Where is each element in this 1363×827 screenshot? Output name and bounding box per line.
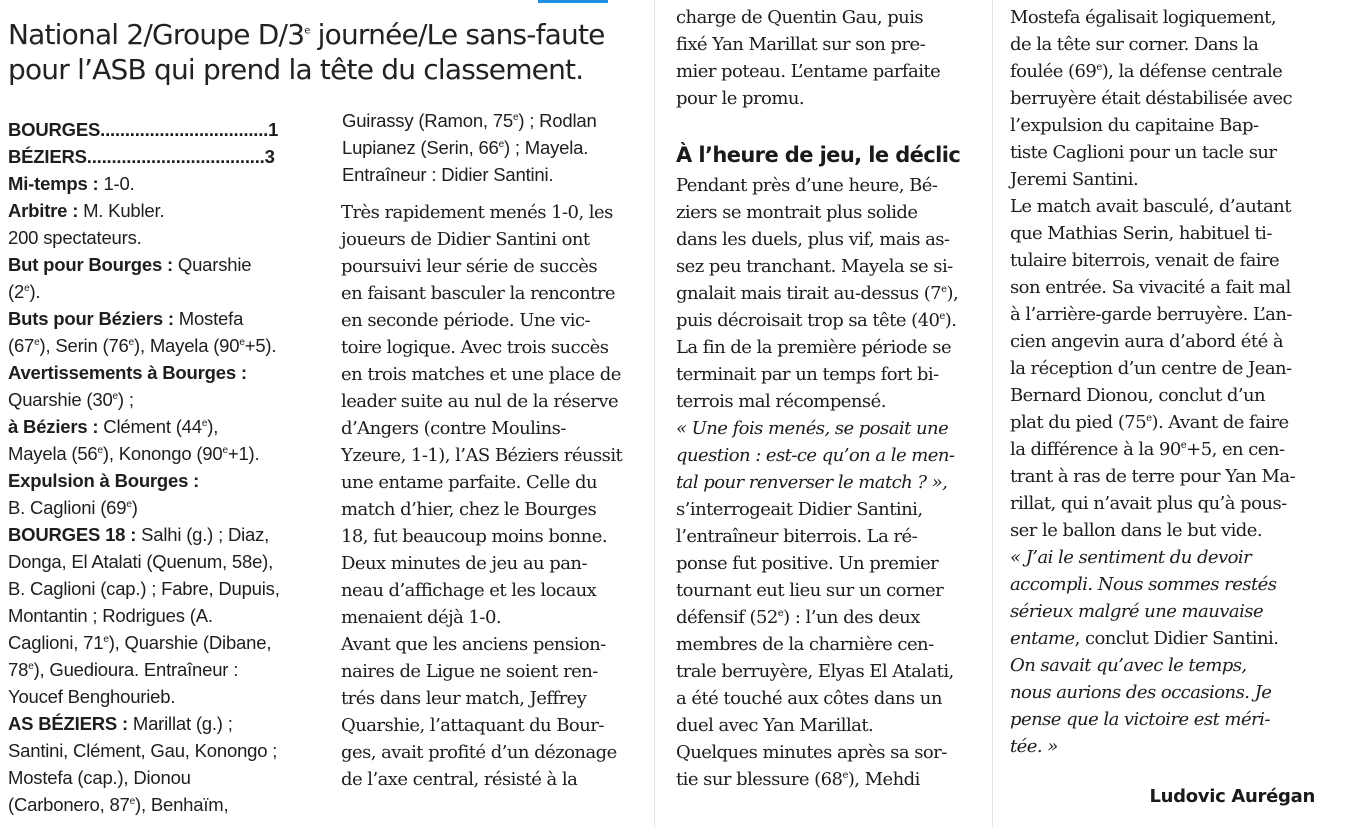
attendance-line: 200 spectateurs. [8,227,142,248]
article-line: à l’arrière-garde berruyère. L’an- [1010,304,1292,325]
score-line-bourges: BOURGES..................................1 [8,119,279,140]
article-line: Jeremi Santini. [1010,169,1139,190]
quote-line: sérieux malgré une mauvaise [1010,601,1264,622]
article-headline: National 2/Groupe D/3e journée/Le sans-faute pour l’ASB qui prend la tête du classement. [8,18,605,86]
goals-beziers-minutes: (67e), Serin (76e), Mayela $(90^e+5)$. [8,335,277,356]
article-line: Le match avait basculé, d’autant [1010,196,1291,217]
article-line: Très rapidement menés 1-0, les [341,202,613,223]
article-column-3 [676,172,986,793]
article-line: joueurs de Didier Santini ont [341,229,590,250]
article-line: tulaire biterrois, venait de faire [1010,250,1280,271]
article-line: son entrée. Sa vivacité a fait mal [1010,277,1291,298]
article-line: dans les duels, plus vif, mais as- [676,229,950,250]
column-rule [992,0,993,827]
article-line: s’interrogeait Didier Santini, [676,499,923,520]
article-line: une entame parfaite. Celle du [341,472,598,493]
article-column-2 [341,199,649,793]
lineup-beziers-line: Guirassy (Ramon, 75e) ; Rodlan [342,110,597,131]
lineup-bourges-line: Montantin ; Rodrigues (A. [8,605,213,626]
article-line: poursuivi leur série de succès [341,256,598,277]
goal-bourges-minute: (2e). [8,281,41,302]
quote-line: question : est-ce qu’on a le men- [676,445,955,466]
article-line: ponse fut positive. Un premier [676,553,939,574]
quote-line: « Une fois menés, se posait une [676,418,949,439]
article-line: terminait par un temps fort bi- [676,364,939,385]
lineup-bourges-line: Caglioni, 71e), Quarshie (Dibane, [8,632,272,653]
article-line: ser le ballon dans le but vide. [1010,520,1263,541]
article-column-4 [1010,4,1330,760]
article-line: Bernard Dionou, conclut d’un [1010,385,1266,406]
article-line: que Mathias Serin, habituel ti- [1010,223,1272,244]
article-line: Yzeure, 1-1), l’AS Béziers réussit [341,445,623,466]
lineup-bourges-line: Youcef Benghourieb. [8,686,176,707]
article-line: match d’hier, chez le Bourges [341,499,597,520]
warnings-beziers-line: à Béziers : Clément (44e), [8,416,219,437]
factbox-continuation [342,107,647,188]
article-line: puis décroisait trop sa tête (40e). [676,310,957,331]
referee-line: Arbitre : M. Kubler. [8,200,165,221]
article-line: trant à ras de terre pour Yan Ma- [1010,466,1296,487]
lineup-bourges-line: Donga, El Atalati (Quenum, 58e), [8,551,274,572]
article-line: d’Angers (contre Moulins- [341,418,566,439]
article-line: cien angevin aura d’abord été à [1010,331,1284,352]
article-line: mier poteau. L’entame parfaite [676,61,941,82]
article-line: Quelques minutes après sa sor- [676,742,947,763]
quote-line: tal pour renverser le match ? », [676,472,948,493]
article-line: naires de Ligue ne soient ren- [341,661,598,682]
lineup-beziers-line: Santini, Clément, Gau, Konongo ; [8,740,278,761]
match-factbox [8,116,328,818]
article-line: duel avec Yan Marillat. [676,715,874,736]
article-line: entame, conclut Didier Santini. [1010,628,1279,649]
quote-line: nous aurions des occasions. Je [1010,682,1272,703]
lineup-bourges-line: B. Caglioni (cap.) ; Fabre, Dupuis, [8,578,280,599]
article-line: trale berruyère, Elyas El Atalati, [676,661,954,682]
quote-line: pense que la victoire est méri- [1010,709,1270,730]
article-line: Mostefa égalisait logiquement, [1010,7,1277,28]
article-column-3-top [676,4,986,112]
goal-bourges-line: But pour Bourges : Quarshie [8,254,252,275]
article-line: ziers se montrait plus solide [676,202,918,223]
top-accent-bar [538,0,608,3]
author-byline: Ludovic Aurégan [1149,786,1315,807]
article-line: foulée (69e), la défense centrale [1010,61,1283,82]
article-line: Quarshie, l’attaquant du Bour- [341,715,604,736]
warnings-bourges-label: Avertissements à Bourges : [8,362,247,383]
article-line: en seconde période. Une vic- [341,310,591,331]
article-line: tournant eut lieu sur un corner [676,580,944,601]
goals-beziers-line: Buts pour Béziers : Mostefa [8,308,244,329]
article-line: tie sur blessure (68e), Mehdi [676,769,920,790]
article-line: charge de Quentin Gau, puis [676,7,924,28]
article-line: a été touché aux côtes dans un [676,688,942,709]
article-line: sez peu tranchant. Mayela se si- [676,256,953,277]
article-line: menaient déjà 1-0. [341,607,502,628]
article-line: rillat, qui n’avait plus qu’à pous- [1010,493,1287,514]
article-line: défensif (52e) : l’un des deux [676,607,920,628]
score-line-beziers: BÉZIERS....................................3 [8,146,275,167]
coach-beziers-line: Entraîneur : Didier Santini. [342,164,554,185]
article-line: trés dans leur match, Jeffrey [341,688,587,709]
article-line: Deux minutes de jeu au pan- [341,553,587,574]
article-line: Pendant près d’une heure, Bé- [676,175,938,196]
article-subheading: À l’heure de jeu, le déclic [676,143,961,167]
article-line: la réception d’un centre de Jean- [1010,358,1292,379]
expulsion-label: Expulsion à Bourges : [8,470,200,491]
article-line: de l’axe central, résisté à la [341,769,578,790]
article-line: en trois matches et une place de [341,364,621,385]
lineup-beziers-line: Lupianez (Serin, 66e) ; Mayela. [342,137,589,158]
article-line: ges, avait profité d’un dézonage [341,742,617,763]
article-line: Avant que les anciens pension- [341,634,606,655]
lineup-beziers: AS BÉZIERS : Marillat (g.) ; [8,713,233,734]
warnings-beziers-line2: Mayela (56e), Konongo $(90^e+1)$. [8,443,260,464]
lineup-bourges: BOURGES 18 : Salhi (g.) ; Diaz, [8,524,270,545]
article-line: de la tête sur corner. Dans la [1010,34,1259,55]
article-line: l’expulsion du capitaine Bap- [1010,115,1259,136]
article-line: tiste Caglioni pour un tacle sur [1010,142,1277,163]
article-line: plat du pied (75e). Avant de faire [1010,412,1289,433]
column-rule [654,0,655,827]
quote-line: accompli. Nous sommes restés [1010,574,1277,595]
quote-line: tée. » [1010,736,1058,757]
expulsion-line: B. Caglioni (69e) [8,497,138,518]
article-line: toire logique. Avec trois succès [341,337,609,358]
article-line: l’entraîneur biterrois. La ré- [676,526,918,547]
halftime-line: Mi-temps : 1-0. [8,173,135,194]
article-line: neau d’affichage et les locaux [341,580,597,601]
article-line: berruyère était déstabilisée avec [1010,88,1293,109]
article-line: gnalait mais tirait au-dessus (7e), [676,283,959,304]
lineup-bourges-line: 78e), Guedioura. Entraîneur : [8,659,239,680]
quote-line: « J’ai le sentiment du devoir [1010,547,1252,568]
article-line: leader suite au nul de la réserve [341,391,619,412]
lineup-beziers-line: (Carbonero, 87e), Benhaïm, [8,794,229,815]
article-line: pour le promu. [676,88,805,109]
article-line: 18, fut beaucoup moins bonne. [341,526,607,547]
article-line: fixé Yan Marillat sur son pre- [676,34,926,55]
article-line: terrois mal récompensé. [676,391,886,412]
warnings-bourges-line: Quarshie (30e) ; [8,389,134,410]
lineup-beziers-line: Mostefa (cap.), Dionou [8,767,191,788]
article-line: membres de la charnière cen- [676,634,934,655]
quote-line: On savait qu’avec le temps, [1010,655,1247,676]
article-line: en faisant basculer la rencontre [341,283,615,304]
article-line: la différence à la $90^e+5$, en cen- [1010,439,1285,460]
article-line: La fin de la première période se [676,337,952,358]
